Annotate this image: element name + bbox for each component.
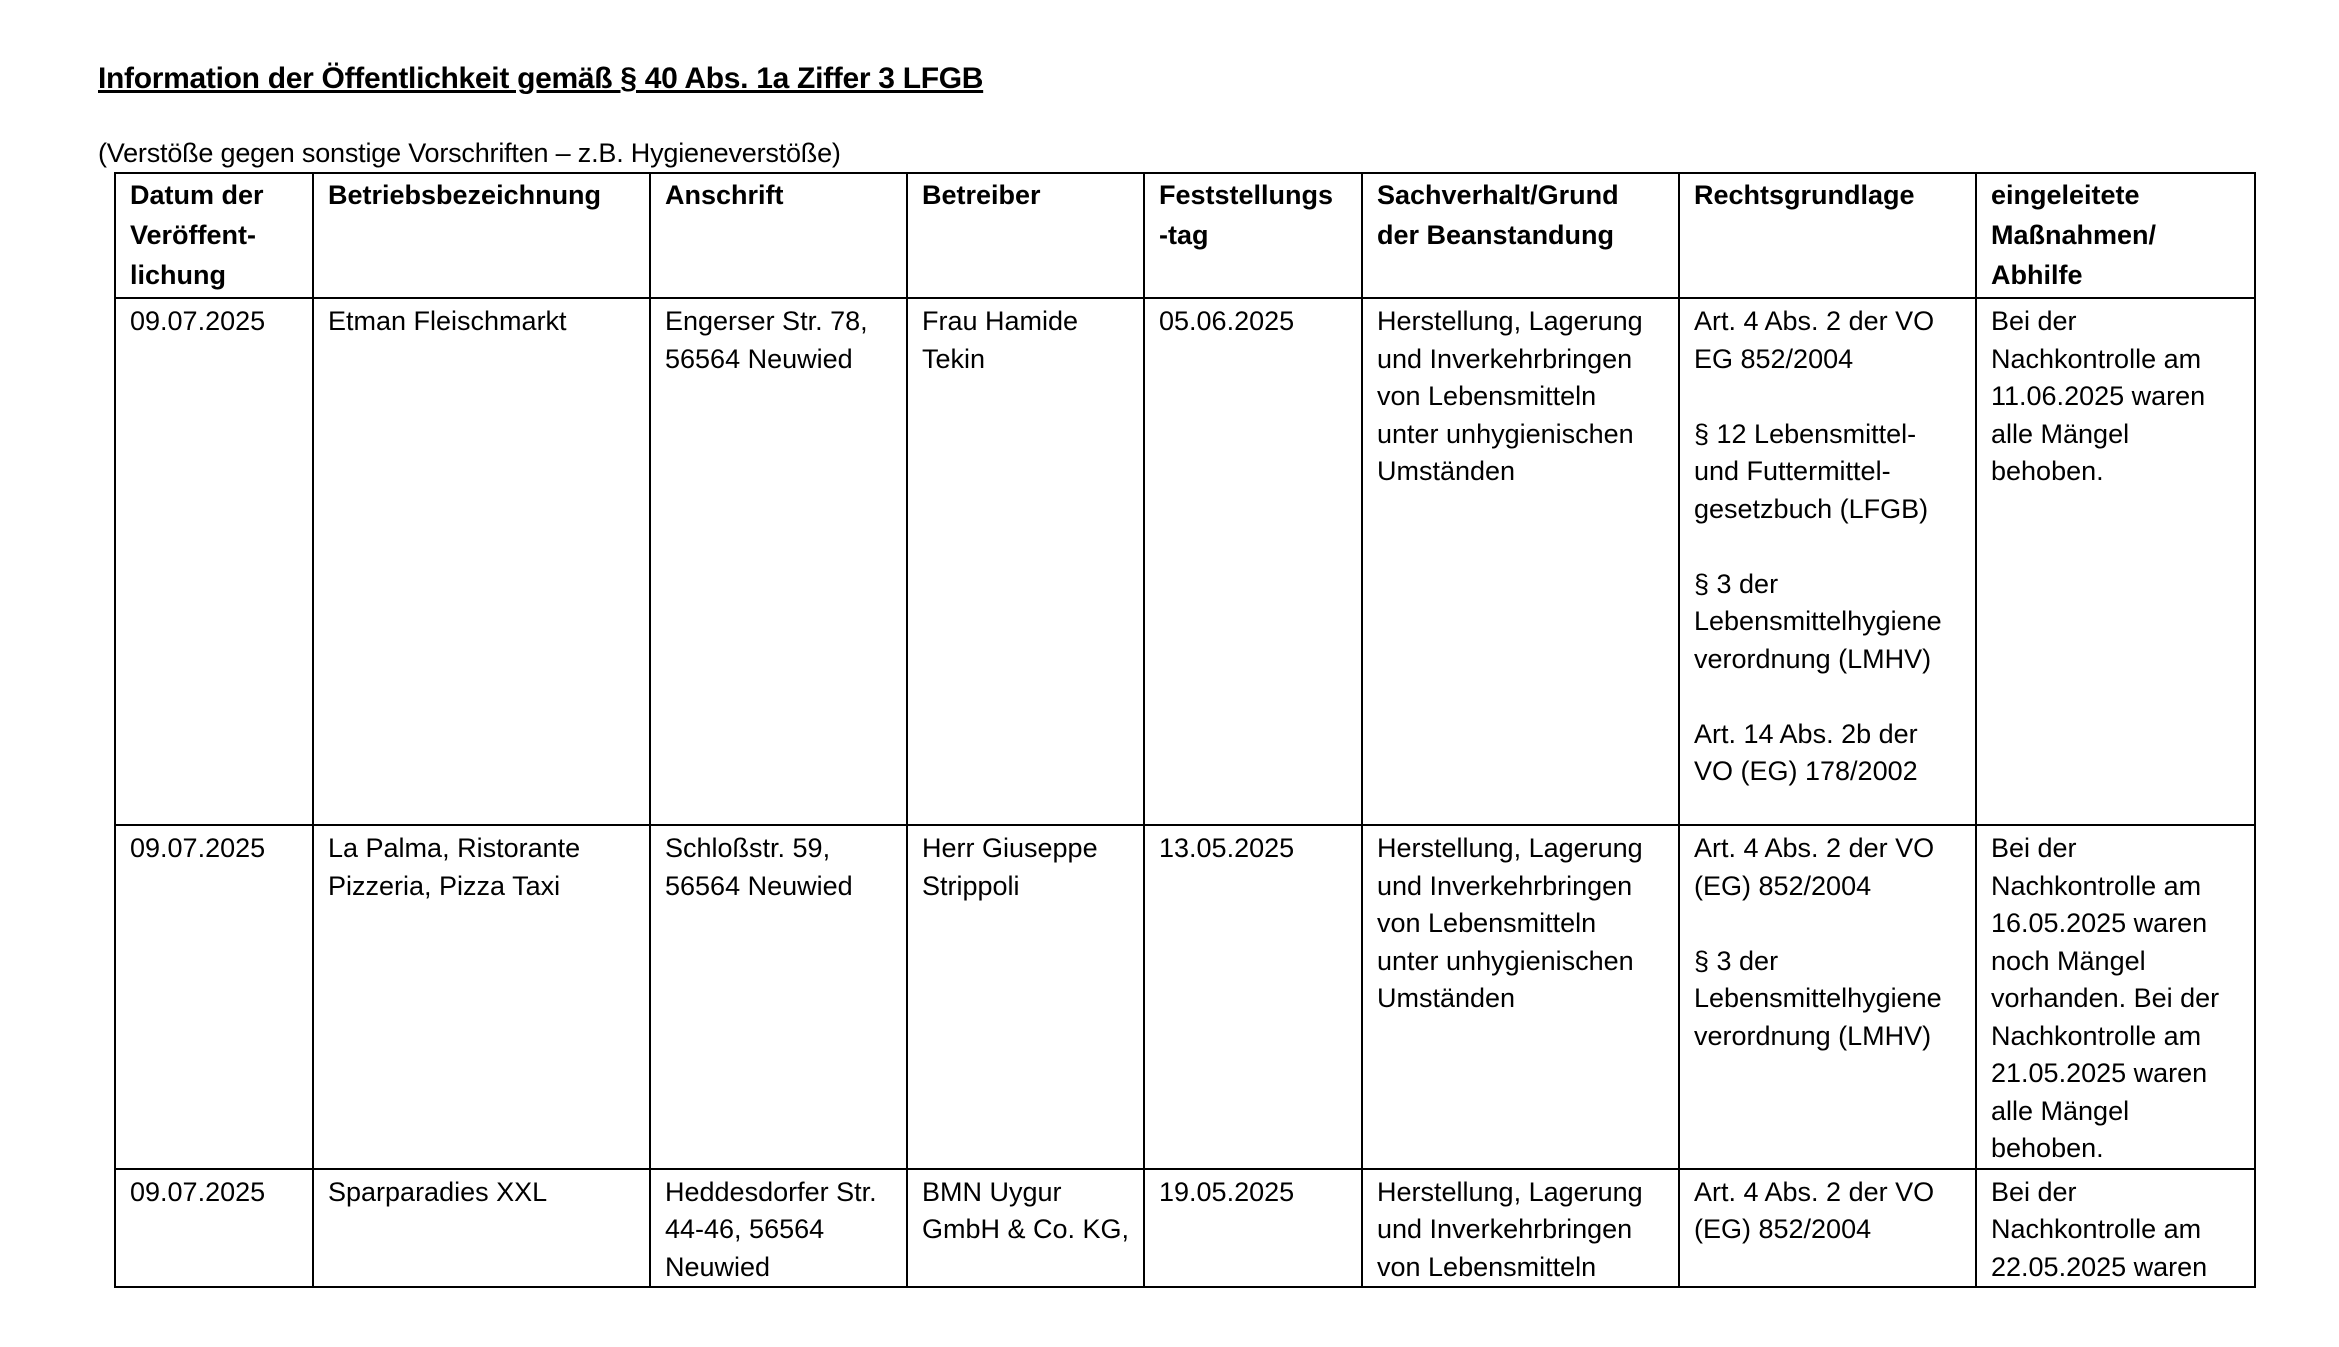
table-row [115, 825, 2255, 1169]
table-row [115, 298, 2255, 825]
cell-anschrift: Heddesdorfer Str. 44-46, 56564 Neuwied [650, 1169, 907, 1288]
violations-table [114, 172, 2256, 1288]
cell-betreiber: BMN Uygur GmbH & Co. KG, [907, 1169, 1144, 1288]
header-betreiber: Betreiber [907, 173, 1144, 298]
cell-betrieb: Sparparadies XXL [313, 1169, 650, 1288]
cell-rechtsgrundlage: Art. 4 Abs. 2 der VO (EG) 852/2004 [1679, 1169, 1976, 1288]
cell-datum: 09.07.2025 [115, 298, 313, 825]
document-title: Information der Öffentlichkeit gemäß § 40 Abs. 1a Ziffer 3 LFGB [98, 62, 984, 95]
header-datum: Datum der Veröffent- lichung [115, 173, 313, 298]
cell-massnahmen: Bei der Nachkontrolle am 16.05.2025 waren noch Mängel vorhanden. Bei der Nachkontrolle am 21.05.2025 waren alle Mängel behoben. [1976, 825, 2255, 1169]
header-feststellungstag: Feststellungs -tag [1144, 173, 1362, 298]
cell-anschrift: Engerser Str. 78, 56564 Neuwied [650, 298, 907, 825]
cell-sachverhalt: Herstellung, Lagerung und Inverkehrbringen von Lebensmitteln unter unhygienischen Umständen [1362, 298, 1679, 825]
document-subtitle: (Verstöße gegen sonstige Vorschriften – z.B. Hygieneverstöße) [98, 138, 841, 168]
cell-anschrift: Schloßstr. 59, 56564 Neuwied [650, 825, 907, 1169]
cell-datum: 09.07.2025 [115, 1169, 313, 1288]
cell-feststellungstag: 05.06.2025 [1144, 298, 1362, 825]
cell-rechtsgrundlage: Art. 4 Abs. 2 der VO EG 852/2004 § 12 Lebensmittel- und Futtermittel- gesetzbuch (LFGB) § 3 der Lebensmittelhygiene verordnung (LMHV) Art. 14 Abs. 2b der VO (EG) 178/2002 [1679, 298, 1976, 825]
table-header-row [115, 173, 2255, 298]
cell-sachverhalt: Herstellung, Lagerung und Inverkehrbringen von Lebensmitteln [1362, 1169, 1679, 1288]
cell-datum: 09.07.2025 [115, 825, 313, 1169]
cell-sachverhalt: Herstellung, Lagerung und Inverkehrbringen von Lebensmitteln unter unhygienischen Umständen [1362, 825, 1679, 1169]
header-rechtsgrundlage: Rechtsgrundlage [1679, 173, 1976, 298]
cell-feststellungstag: 19.05.2025 [1144, 1169, 1362, 1288]
cell-feststellungstag: 13.05.2025 [1144, 825, 1362, 1169]
header-anschrift: Anschrift [650, 173, 907, 298]
cell-rechtsgrundlage: Art. 4 Abs. 2 der VO (EG) 852/2004 § 3 der Lebensmittelhygiene verordnung (LMHV) [1679, 825, 1976, 1169]
cell-betrieb: Etman Fleischmarkt [313, 298, 650, 825]
cell-massnahmen: Bei der Nachkontrolle am 11.06.2025 waren alle Mängel behoben. [1976, 298, 2255, 825]
cell-betreiber: Frau Hamide Tekin [907, 298, 1144, 825]
cell-betrieb: La Palma, Ristorante Pizzeria, Pizza Taxi [313, 825, 650, 1169]
table-row [115, 1169, 2255, 1288]
cell-betreiber: Herr Giuseppe Strippoli [907, 825, 1144, 1169]
header-massnahmen: eingeleitete Maßnahmen/ Abhilfe [1976, 173, 2255, 298]
header-sachverhalt: Sachverhalt/Grund der Beanstandung [1362, 173, 1679, 298]
cell-massnahmen: Bei der Nachkontrolle am 22.05.2025 waren [1976, 1169, 2255, 1288]
header-betriebsbezeichnung: Betriebsbezeichnung [313, 173, 650, 298]
